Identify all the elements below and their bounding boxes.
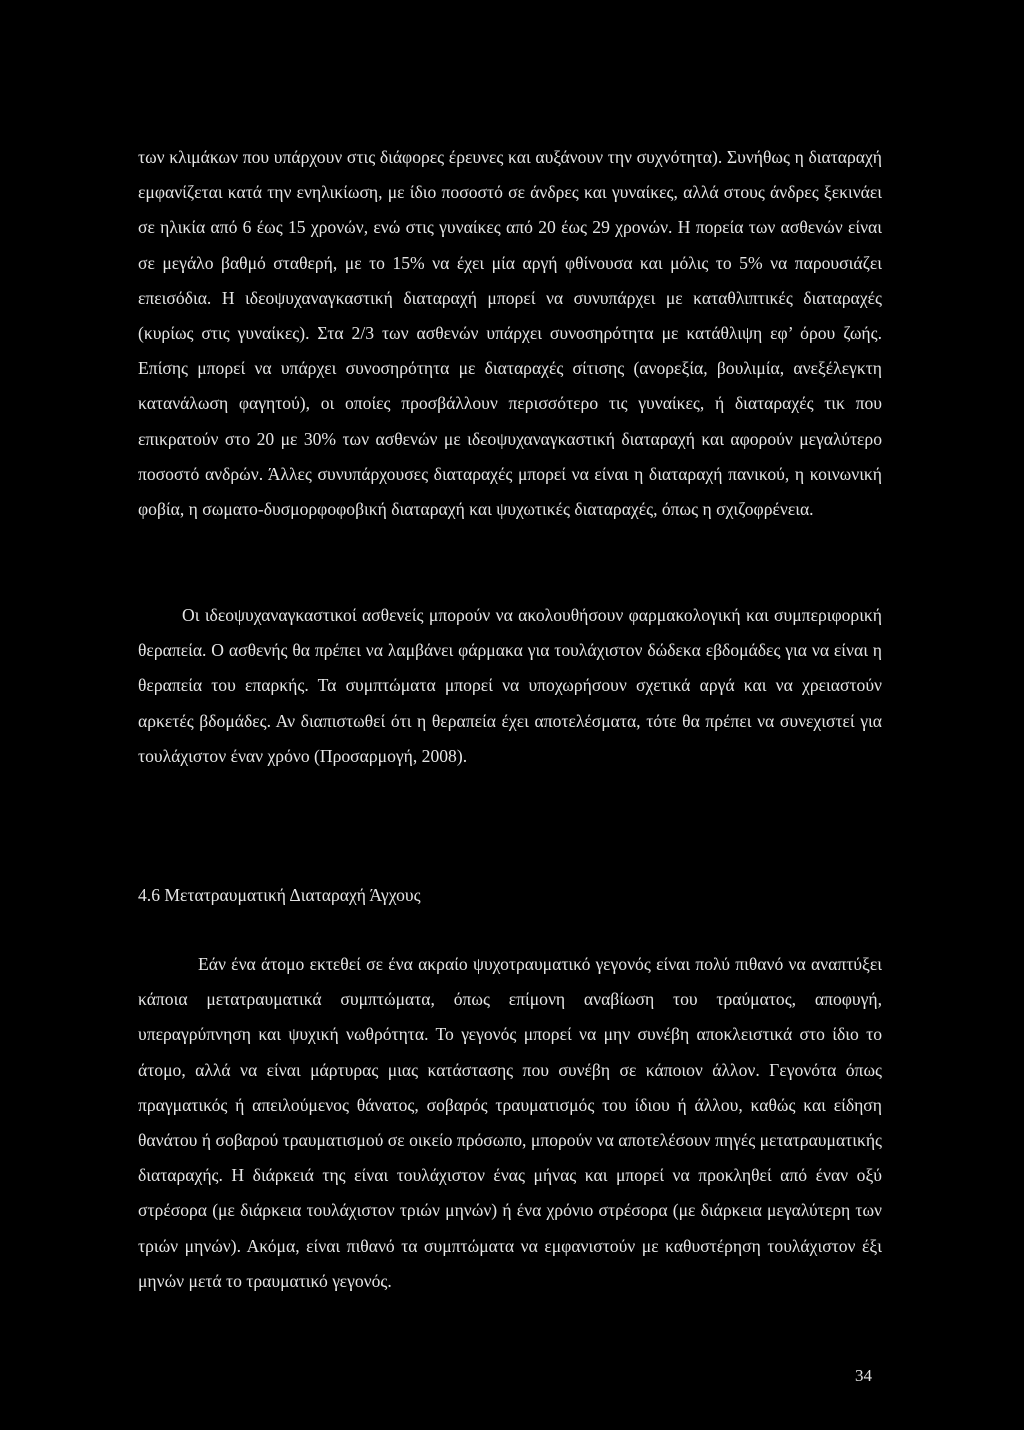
body-paragraph-1: των κλιμάκων που υπάρχουν στις διάφορες έρευνες και αυξάνουν την συχνότητα). Συνήθως η διαταραχή εμφανίζεται κατά την ενηλικίωση, με ίδιο ποσοστό σε άνδρες και γυναίκες, αλλά στους άνδρες ξεκινάει σε ηλικία από 6 έως 15 χρονών, ενώ στις γυναίκες από 20 έως 29 χρονών. Η πορεία των ασθενών είναι σε μεγάλο βαθμό σταθερή, με το 15% να έχει μία αργή φθίνουσα και μόλις το 5% να παρουσιάζει επεισόδια. Η ιδεοψυχαναγκαστική διαταραχή μπορεί να συνυπάρχει με καταθλιπτικές διαταραχές (κυρίως στις γυναίκες). Στα 2/3 των ασθενών υπάρχει συνοσηρότητα με κατάθλιψη εφ’ όρου ζωής. Επίσης μπορεί να υπάρχει συνοσηρότητα με διαταραχές σίτισης (ανορεξία, βουλιμία, ανεξέλεγκτη κατανάλωση φαγητού), οι οποίες προσβάλλουν περισσότερο τις γυναίκες, ή διαταραχές τικ που επικρατούν στο 20 με 30% των ασθενών με ιδεοψυχαναγκαστική διαταραχή και αφορούν μεγαλύτερο ποσοστό ανδρών. Άλλες συνυπάρχουσες διαταραχές μπορεί να είναι η διαταραχή πανικού, η κοινωνική φοβία, η σωματο-δυσμορφοφοβική διαταραχή και ψυχωτικές διαταραχές, όπως η σχιζοφρένεια. [138, 147, 882, 520]
section-heading: 4.6 Μετατραυματική Διαταραχή Άγχους [138, 885, 421, 905]
body-paragraph-3: Εάν ένα άτομο εκτεθεί σε ένα ακραίο ψυχοτραυματικό γεγονός είναι πολύ πιθανό να αναπτύξει κάποια μετατραυματικά συμπτώματα, όπως επίμονη αναβίωση του τραύματος, αποφυγή, υπεραγρύπνηση και ψυχική νωθρότητα. Το γεγονός μπορεί να μην συνέβη αποκλειστικά στο ίδιο το άτομο, αλλά να είναι μάρτυρας μιας κατάστασης που συνέβη σε κάποιον άλλον. Γεγονότα όπως πραγματικός ή απειλούμενος θάνατος, σοβαρός τραυματισμός του ίδιου ή άλλου, καθώς και είδηση θανάτου ή σοβαρού τραυματισμού σε οικείο πρόσωπο, μπορούν να αποτελέσουν πηγές μετατραυματικής διαταραχής. Η διάρκειά της είναι τουλάχιστον ένας μήνας και μπορεί να προκληθεί από έναν οξύ στρέσορα (με διάρκεια τουλάχιστον τριών μηνών) ή ένα χρόνιο στρέσορα (με διάρκεια μεγαλύτερη των τριών μηνών). Ακόμα, είναι πιθανό τα συμπτώματα να εμφανιστούν με καθυστέρηση τουλάχιστον έξι μηνών μετά το τραυματικό γεγονός. [138, 954, 882, 1291]
body-paragraph-2: Οι ιδεοψυχαναγκαστικοί ασθενείς μπορούν να ακολουθήσουν φαρμακολογική και συμπεριφορική θεραπεία. Ο ασθενής θα πρέπει να λαμβάνει φάρμακα για τουλάχιστον δώδεκα εβδομάδες για να είναι η θεραπεία του επαρκής. Τα συμπτώματα μπορεί να υποχωρήσουν σχετικά αργά και να χρειαστούν αρκετές βδομάδες. Αν διαπιστωθεί ότι η θεραπεία έχει αποτελέσματα, τότε θα πρέπει να συνεχιστεί για τουλάχιστον έναν χρόνο (Προσαρμογή, 2008). [138, 605, 882, 766]
page-number: 34 [855, 1366, 872, 1385]
